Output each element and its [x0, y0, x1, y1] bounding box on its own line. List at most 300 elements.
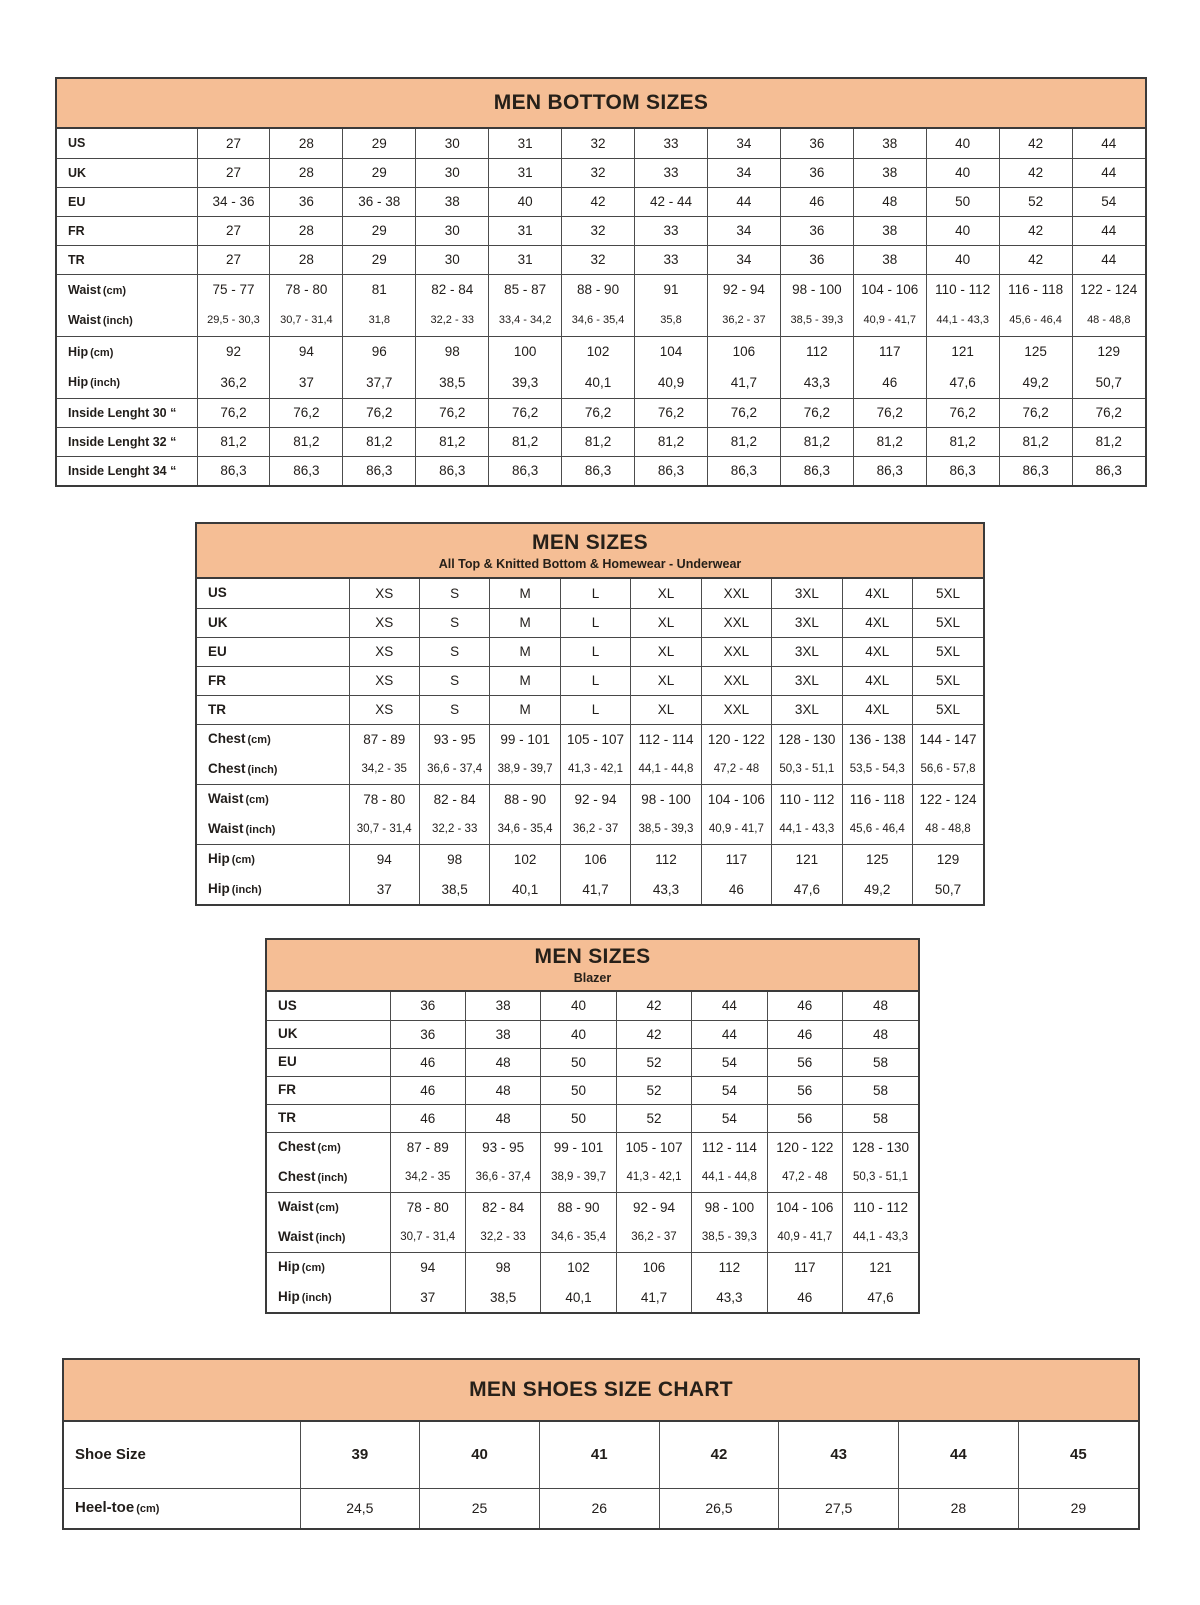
row-group: [197, 637, 983, 666]
size-cell: 58: [843, 1104, 918, 1132]
size-cell: 42: [616, 992, 691, 1020]
row-label: [197, 754, 349, 784]
size-cell: 40,9 - 41,7: [853, 305, 926, 336]
size-cell: S: [419, 637, 489, 666]
row-label: [57, 158, 197, 187]
men-sizes-tops-grid: [197, 579, 983, 904]
row-label-text: Hip: [68, 375, 89, 390]
row-label: [267, 1162, 390, 1192]
row-group: [57, 274, 1145, 336]
men-sizes-blazer-grid: [267, 992, 918, 1312]
row-label: [267, 1104, 390, 1132]
size-cell: 129: [1072, 336, 1145, 367]
size-cell: 102: [562, 336, 635, 367]
size-cell: 34,6 - 35,4: [562, 305, 635, 336]
size-cell: 44: [692, 1020, 767, 1048]
size-cell: 98: [465, 1252, 540, 1282]
size-cell: 38: [465, 992, 540, 1020]
table-subtitle: All Top & Knitted Bottom & Homewear - Underwear: [438, 556, 742, 571]
row-label: [197, 844, 349, 874]
row-group: [267, 1048, 918, 1076]
row-label-text: UK: [208, 614, 228, 630]
size-cell: 86,3: [635, 456, 708, 485]
size-cell: 99 - 101: [490, 724, 560, 754]
size-cell: 40: [489, 187, 562, 216]
size-cell: 56: [767, 1076, 842, 1104]
size-cell: 3XL: [772, 608, 842, 637]
row-group: [64, 1422, 1138, 1488]
size-cell: 46: [390, 1104, 465, 1132]
size-cell: 93 - 95: [465, 1132, 540, 1162]
size-cell: 50,3 - 51,1: [843, 1162, 918, 1192]
size-cell: 40: [926, 158, 999, 187]
size-cell: 28: [270, 216, 343, 245]
size-cell: 78 - 80: [390, 1192, 465, 1222]
size-cell: 87 - 89: [349, 724, 419, 754]
size-cell: 31: [489, 245, 562, 274]
row-group: [267, 992, 918, 1020]
size-cell: 81,2: [489, 427, 562, 456]
size-cell: 5XL: [913, 579, 984, 608]
size-cell: 54: [1072, 187, 1145, 216]
table-row: [197, 874, 983, 904]
table-subtitle: Blazer: [573, 971, 612, 985]
size-cell: XXL: [701, 666, 771, 695]
size-cell: L: [560, 695, 630, 724]
size-cell: 40: [541, 1020, 616, 1048]
size-cell: 40: [541, 992, 616, 1020]
table-row: [197, 844, 983, 874]
row-label-unit: (cm): [136, 1503, 160, 1516]
row-group: [267, 1252, 918, 1312]
row-label: [197, 666, 349, 695]
size-cell: 36: [780, 245, 853, 274]
size-cell: 31: [489, 216, 562, 245]
size-cell: 105 - 107: [560, 724, 630, 754]
size-cell: 48: [843, 1020, 918, 1048]
size-cell: XXL: [701, 579, 771, 608]
size-cell: 52: [616, 1104, 691, 1132]
size-cell: 31: [489, 158, 562, 187]
table-title: MEN BOTTOM SIZES: [493, 91, 709, 114]
row-label-text: Inside Lenght 34 “: [68, 463, 177, 478]
size-cell: 35,8: [635, 305, 708, 336]
row-group: [57, 456, 1145, 485]
size-cell: 112: [692, 1252, 767, 1282]
size-cell: 40: [926, 129, 999, 158]
table-row: [57, 336, 1145, 367]
size-cell: 38: [853, 158, 926, 187]
size-cell: XXL: [701, 608, 771, 637]
size-cell: 34,6 - 35,4: [490, 814, 560, 844]
size-cell: 30: [416, 245, 489, 274]
size-cell: 86,3: [999, 456, 1072, 485]
size-cell: 30,7 - 31,4: [349, 814, 419, 844]
table-row: [197, 637, 983, 666]
table-row: [197, 754, 983, 784]
size-cell: 50: [541, 1104, 616, 1132]
row-group: [197, 844, 983, 904]
size-cell: 86,3: [270, 456, 343, 485]
size-cell: 110 - 112: [772, 784, 842, 814]
size-cell: 38,9 - 39,7: [490, 754, 560, 784]
size-cell: 44: [899, 1422, 1019, 1488]
row-label-text: Chest: [208, 731, 246, 747]
size-cell: 46: [390, 1076, 465, 1104]
row-group: [197, 666, 983, 695]
row-label-unit: (inch): [317, 1171, 348, 1184]
size-cell: 36,2 - 37: [560, 814, 630, 844]
row-label: [197, 814, 349, 844]
row-label-text: Hip: [208, 851, 230, 867]
size-cell: 81: [343, 274, 416, 305]
size-cell: L: [560, 579, 630, 608]
row-label-unit: (cm): [317, 1142, 341, 1155]
row-label: [57, 336, 197, 367]
table-title: MEN SIZES: [532, 530, 648, 554]
men-shoes-size-chart-table: [62, 1358, 1140, 1530]
table-row: [197, 814, 983, 844]
size-cell: 49,2: [999, 367, 1072, 398]
men-sizes-tops-table: [195, 522, 985, 906]
row-label-unit: (inch): [301, 1292, 332, 1304]
row-label: [57, 305, 197, 336]
size-cell: 40,1: [562, 367, 635, 398]
size-cell: XL: [631, 695, 701, 724]
size-cell: 116 - 118: [842, 784, 912, 814]
size-cell: 28: [270, 245, 343, 274]
size-cell: 129: [913, 844, 984, 874]
row-label: [64, 1422, 300, 1488]
size-cell: 37: [270, 367, 343, 398]
size-cell: XL: [631, 637, 701, 666]
size-cell: 37: [390, 1282, 465, 1312]
size-cell: 41: [539, 1422, 659, 1488]
row-label: [64, 1488, 300, 1528]
row-label: [57, 398, 197, 427]
size-cell: XS: [349, 666, 419, 695]
size-cell: 92 - 94: [707, 274, 780, 305]
row-label: [197, 637, 349, 666]
table-row: [57, 305, 1145, 336]
row-group: [57, 129, 1145, 158]
size-cell: 117: [701, 844, 771, 874]
row-label-text: EU: [68, 194, 86, 209]
size-cell: 94: [270, 336, 343, 367]
size-cell: 50,7: [1072, 367, 1145, 398]
row-group: [57, 336, 1145, 398]
size-cell: 34: [707, 245, 780, 274]
size-cell: 102: [541, 1252, 616, 1282]
size-cell: 81,2: [853, 427, 926, 456]
size-cell: 121: [926, 336, 999, 367]
size-cell: 40,1: [490, 874, 560, 904]
size-cell: 29: [343, 245, 416, 274]
size-cell: 76,2: [635, 398, 708, 427]
size-cell: 36,2 - 37: [616, 1222, 691, 1252]
size-cell: 76,2: [926, 398, 999, 427]
row-label-text: Hip: [278, 1289, 300, 1304]
size-cell: 5XL: [913, 695, 984, 724]
row-label-unit: (inch): [245, 823, 276, 836]
size-cell: XS: [349, 637, 419, 666]
size-cell: 44: [1072, 129, 1145, 158]
size-cell: 112 - 114: [692, 1132, 767, 1162]
table-row: [64, 1422, 1138, 1488]
row-label: [57, 245, 197, 274]
size-cell: 81,2: [562, 427, 635, 456]
size-cell: 116 - 118: [999, 274, 1072, 305]
size-cell: 44,1 - 43,3: [843, 1222, 918, 1252]
size-cell: 47,6: [772, 874, 842, 904]
row-label: [267, 1132, 390, 1162]
size-cell: 104: [635, 336, 708, 367]
size-cell: 92 - 94: [560, 784, 630, 814]
table-row: [267, 1252, 918, 1282]
size-cell: 34,2 - 35: [349, 754, 419, 784]
size-cell: 3XL: [772, 579, 842, 608]
row-label: [57, 367, 197, 398]
size-cell: S: [419, 579, 489, 608]
size-cell: 88 - 90: [490, 784, 560, 814]
table-row: [197, 608, 983, 637]
size-cell: 42 - 44: [635, 187, 708, 216]
size-cell: 4XL: [842, 695, 912, 724]
size-cell: 106: [560, 844, 630, 874]
size-cell: 76,2: [853, 398, 926, 427]
table-row: [57, 456, 1145, 485]
size-cell: 42: [659, 1422, 779, 1488]
size-cell: 5XL: [913, 608, 984, 637]
size-cell: 104 - 106: [767, 1192, 842, 1222]
size-cell: 76,2: [489, 398, 562, 427]
size-cell: 92 - 94: [616, 1192, 691, 1222]
row-group: [197, 579, 983, 608]
row-group: [57, 427, 1145, 456]
size-cell: 144 - 147: [913, 724, 984, 754]
row-group: [57, 158, 1145, 187]
size-cell: 112: [780, 336, 853, 367]
row-group: [57, 187, 1145, 216]
size-cell: 94: [390, 1252, 465, 1282]
size-cell: 44,1 - 43,3: [772, 814, 842, 844]
size-cell: 40: [926, 216, 999, 245]
size-cell: 34,6 - 35,4: [541, 1222, 616, 1252]
size-cell: 36: [270, 187, 343, 216]
row-label: [267, 992, 390, 1020]
size-cell: 48 - 48,8: [913, 814, 984, 844]
size-cell: 49,2: [842, 874, 912, 904]
size-cell: 25: [420, 1488, 540, 1528]
size-cell: 86,3: [489, 456, 562, 485]
size-cell: 34: [707, 129, 780, 158]
row-group: [267, 1020, 918, 1048]
size-cell: 32,2 - 33: [416, 305, 489, 336]
size-cell: 44: [1072, 216, 1145, 245]
size-cell: S: [419, 608, 489, 637]
table-row: [267, 992, 918, 1020]
size-cell: 29: [343, 216, 416, 245]
row-label-unit: (inch): [90, 377, 121, 390]
size-cell: 86,3: [197, 456, 270, 485]
table-row: [267, 1048, 918, 1076]
size-cell: 41,7: [560, 874, 630, 904]
size-cell: 136 - 138: [842, 724, 912, 754]
size-cell: 42: [616, 1020, 691, 1048]
row-group: [267, 1132, 918, 1192]
size-cell: 3XL: [772, 695, 842, 724]
row-label-unit: (cm): [90, 346, 114, 359]
size-cell: 29: [1018, 1488, 1138, 1528]
size-cell: 44: [1072, 245, 1145, 274]
size-cell: 38,5 - 39,3: [692, 1222, 767, 1252]
row-label-unit: (inch): [102, 315, 133, 328]
size-cell: 81,2: [707, 427, 780, 456]
size-cell: XL: [631, 608, 701, 637]
size-cell: XS: [349, 608, 419, 637]
size-cell: 76,2: [343, 398, 416, 427]
size-cell: M: [490, 637, 560, 666]
size-cell: 106: [707, 336, 780, 367]
size-cell: 76,2: [999, 398, 1072, 427]
row-label: [197, 784, 349, 814]
size-cell: 30,7 - 31,4: [270, 305, 343, 336]
size-cell: 78 - 80: [349, 784, 419, 814]
size-cell: 34: [707, 216, 780, 245]
size-cell: 4XL: [842, 608, 912, 637]
size-cell: 122 - 124: [1072, 274, 1145, 305]
row-label-unit: (cm): [315, 1202, 339, 1215]
size-cell: 37,7: [343, 367, 416, 398]
size-cell: 38: [853, 245, 926, 274]
row-label-text: Inside Lenght 32 “: [68, 434, 177, 449]
table-row: [57, 398, 1145, 427]
size-cell: 31,8: [343, 305, 416, 336]
size-cell: 36,6 - 37,4: [465, 1162, 540, 1192]
size-cell: 43,3: [692, 1282, 767, 1312]
size-cell: 76,2: [197, 398, 270, 427]
row-label-text: Waist: [68, 313, 101, 328]
size-cell: 76,2: [416, 398, 489, 427]
size-cell: 86,3: [926, 456, 999, 485]
row-label-unit: (cm): [102, 284, 127, 297]
size-cell: 40,1: [541, 1282, 616, 1312]
size-cell: 81,2: [270, 427, 343, 456]
row-label-text: Waist: [68, 282, 101, 297]
row-group: [197, 784, 983, 844]
row-group: [57, 245, 1145, 274]
size-cell: 128 - 130: [843, 1132, 918, 1162]
row-label-text: EU: [208, 643, 227, 659]
row-label-text: TR: [68, 252, 85, 267]
size-cell: 37: [349, 874, 419, 904]
size-cell: 47,6: [843, 1282, 918, 1312]
size-cell: 81,2: [999, 427, 1072, 456]
size-cell: 34 - 36: [197, 187, 270, 216]
size-cell: 42: [999, 158, 1072, 187]
size-cell: 86,3: [416, 456, 489, 485]
size-cell: 44: [707, 187, 780, 216]
size-cell: 38: [416, 187, 489, 216]
size-cell: 27: [197, 216, 270, 245]
size-cell: 104 - 106: [701, 784, 771, 814]
size-cell: 50: [541, 1048, 616, 1076]
row-group: [267, 1192, 918, 1252]
size-cell: 56: [767, 1104, 842, 1132]
size-cell: 98 - 100: [780, 274, 853, 305]
size-cell: 82 - 84: [419, 784, 489, 814]
size-cell: 81,2: [197, 427, 270, 456]
size-cell: 87 - 89: [390, 1132, 465, 1162]
size-cell: 43: [779, 1422, 899, 1488]
size-cell: 30,7 - 31,4: [390, 1222, 465, 1252]
size-cell: 46: [767, 1020, 842, 1048]
table-row: [57, 274, 1145, 305]
size-cell: 81,2: [1072, 427, 1145, 456]
size-cell: 81,2: [416, 427, 489, 456]
row-group: [197, 695, 983, 724]
size-cell: 36: [390, 992, 465, 1020]
row-label: [57, 216, 197, 245]
size-cell: 42: [999, 129, 1072, 158]
table-row: [57, 129, 1145, 158]
size-cell: 26,5: [659, 1488, 779, 1528]
row-label-unit: (inch): [315, 1231, 346, 1244]
size-cell: 81,2: [635, 427, 708, 456]
row-label-text: Waist: [208, 820, 244, 836]
size-cell: 48: [853, 187, 926, 216]
row-group: [267, 1104, 918, 1132]
size-cell: 48: [843, 992, 918, 1020]
size-cell: 4XL: [842, 579, 912, 608]
row-label-unit: (inch): [231, 884, 262, 896]
size-cell: 106: [616, 1252, 691, 1282]
row-label-unit: (cm): [247, 734, 271, 747]
size-cell: 40,9 - 41,7: [701, 814, 771, 844]
men-bottom-sizes-table: [55, 77, 1147, 487]
size-cell: 76,2: [707, 398, 780, 427]
size-cell: M: [490, 579, 560, 608]
row-label-text: EU: [278, 1054, 297, 1069]
size-cell: 43,3: [780, 367, 853, 398]
table-row: [197, 784, 983, 814]
size-cell: 54: [692, 1048, 767, 1076]
table-title: MEN SIZES: [534, 945, 651, 968]
size-cell: M: [490, 695, 560, 724]
size-cell: 85 - 87: [489, 274, 562, 305]
size-cell: 120 - 122: [767, 1132, 842, 1162]
size-cell: 44: [692, 992, 767, 1020]
size-cell: 24,5: [300, 1488, 420, 1528]
row-label-unit: (inch): [247, 763, 278, 776]
size-cell: 48: [465, 1076, 540, 1104]
size-cell: 54: [692, 1076, 767, 1104]
table-row: [197, 579, 983, 608]
size-cell: 82 - 84: [416, 274, 489, 305]
size-cell: 29: [343, 158, 416, 187]
size-cell: 58: [843, 1048, 918, 1076]
size-cell: 98: [416, 336, 489, 367]
size-cell: 5XL: [913, 666, 984, 695]
size-cell: 50,7: [913, 874, 984, 904]
size-cell: 52: [616, 1048, 691, 1076]
size-cell: 76,2: [780, 398, 853, 427]
size-cell: 110 - 112: [926, 274, 999, 305]
table-row: [197, 666, 983, 695]
size-cell: 56: [767, 1048, 842, 1076]
row-label: [197, 608, 349, 637]
size-cell: 41,3 - 42,1: [616, 1162, 691, 1192]
